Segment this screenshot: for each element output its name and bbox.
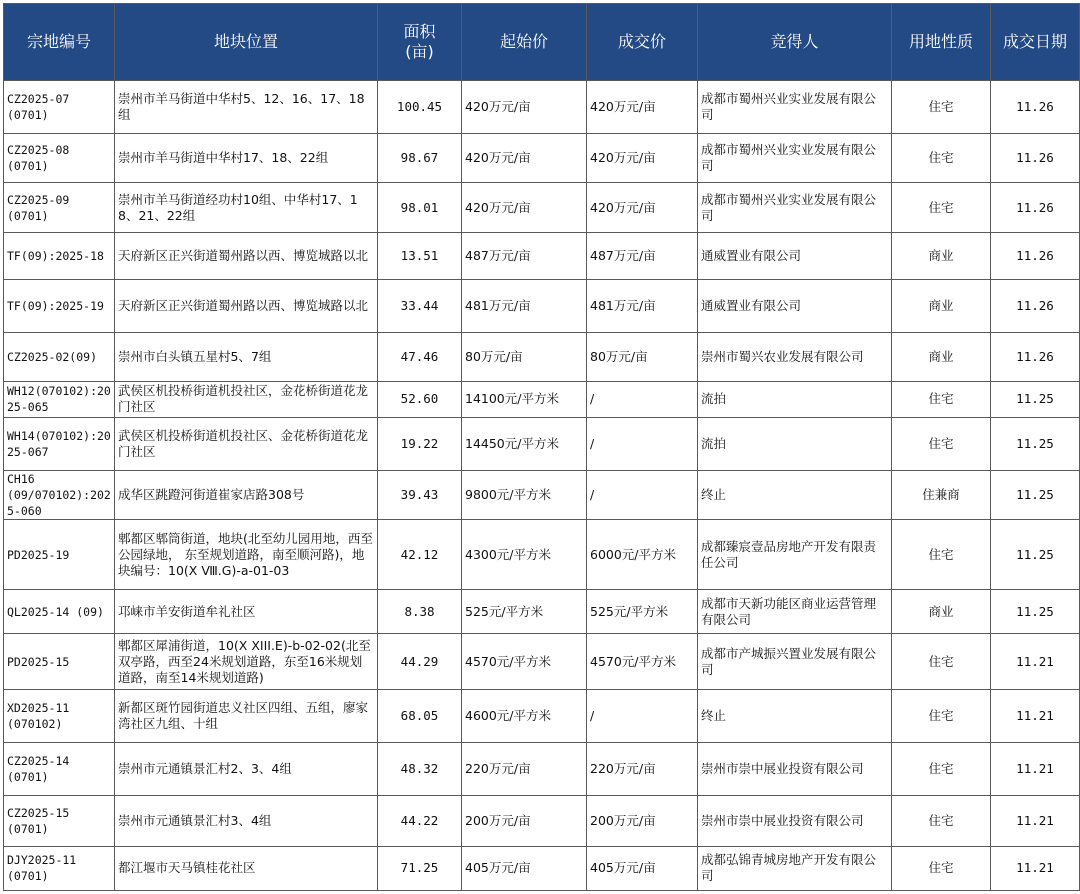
cell-location: 崇州市羊马街道中华村5、12、16、17、18组 xyxy=(115,81,378,134)
cell-start-price: 220万元/亩 xyxy=(462,742,587,795)
cell-start-price: 420万元/亩 xyxy=(462,183,587,233)
cell-start-price: 80万元/亩 xyxy=(462,332,587,381)
cell-buyer: 成都市天新功能区商业运营管理有限公司 xyxy=(698,590,892,634)
cell-deal-date: 11.21 xyxy=(991,742,1080,795)
cell-area: 47.46 xyxy=(378,332,462,381)
cell-buyer: 崇州市蜀兴农业发展有限公司 xyxy=(698,332,892,381)
cell-location: 武侯区机投桥街道机投社区、金花桥街道花龙门社区 xyxy=(115,417,378,470)
cell-buyer: 通威置业有限公司 xyxy=(698,233,892,280)
cell-deal-date: 11.25 xyxy=(991,590,1080,634)
header-deal-price: 成交价 xyxy=(587,4,698,81)
cell-deal-date: 11.26 xyxy=(991,280,1080,332)
cell-deal-price: 487万元/亩 xyxy=(587,233,698,280)
table-row xyxy=(4,381,1080,417)
cell-parcel-id: TF(09):2025-18 xyxy=(4,233,115,280)
cell-area: 71.25 xyxy=(378,846,462,890)
table-row xyxy=(4,81,1080,134)
table-row xyxy=(4,470,1080,519)
cell-start-price: 4300元/平方米 xyxy=(462,520,587,590)
cell-deal-date: 11.21 xyxy=(991,634,1080,690)
cell-area: 42.12 xyxy=(378,520,462,590)
table-row xyxy=(4,590,1080,634)
cell-start-price: 4600元/平方米 xyxy=(462,690,587,742)
cell-buyer: 崇州市崇中展业投资有限公司 xyxy=(698,742,892,795)
cell-parcel-id: CZ2025-15 (0701) xyxy=(4,795,115,846)
cell-location: 崇州市元通镇景汇村2、3、4组 xyxy=(115,742,378,795)
cell-deal-price: 525元/平方米 xyxy=(587,590,698,634)
cell-deal-date: 11.26 xyxy=(991,332,1080,381)
cell-deal-price: / xyxy=(587,690,698,742)
table-row xyxy=(4,795,1080,846)
table-row xyxy=(4,634,1080,690)
table-row xyxy=(4,332,1080,381)
cell-parcel-id: CZ2025-08 (0701) xyxy=(4,134,115,183)
cell-deal-price: 4570元/平方米 xyxy=(587,634,698,690)
cell-deal-price: 420万元/亩 xyxy=(587,134,698,183)
cell-area: 100.45 xyxy=(378,81,462,134)
cell-land-use: 住宅 xyxy=(892,381,991,417)
cell-land-use: 住宅 xyxy=(892,417,991,470)
cell-land-use: 住兼商 xyxy=(892,470,991,519)
cell-area: 68.05 xyxy=(378,690,462,742)
cell-land-use: 住宅 xyxy=(892,690,991,742)
cell-buyer: 终止 xyxy=(698,470,892,519)
table-header-row xyxy=(4,4,1080,81)
cell-deal-date: 11.26 xyxy=(991,233,1080,280)
cell-land-use: 住宅 xyxy=(892,742,991,795)
cell-location: 郫都区犀浦街道，10(X XIII.E)-b-02-02(北至双亭路，西至24米规划道路，东至16米规划道路，南至14米规划道路) xyxy=(115,634,378,690)
cell-parcel-id: QL2025-14 (09) xyxy=(4,590,115,634)
cell-start-price: 14450元/平方米 xyxy=(462,417,587,470)
cell-start-price: 487万元/亩 xyxy=(462,233,587,280)
cell-deal-date: 11.21 xyxy=(991,690,1080,742)
cell-land-use: 住宅 xyxy=(892,183,991,233)
cell-deal-price: 405万元/亩 xyxy=(587,846,698,890)
cell-start-price: 420万元/亩 xyxy=(462,81,587,134)
header-deal-date: 成交日期 xyxy=(991,4,1080,81)
cell-start-price: 14100元/平方米 xyxy=(462,381,587,417)
cell-land-use: 商业 xyxy=(892,280,991,332)
cell-deal-date: 11.21 xyxy=(991,846,1080,890)
land-transaction-table xyxy=(3,3,1080,891)
cell-location: 邛崃市羊安街道牟礼社区 xyxy=(115,590,378,634)
cell-land-use: 住宅 xyxy=(892,520,991,590)
cell-buyer: 终止 xyxy=(698,690,892,742)
cell-location: 都江堰市天马镇桂花社区 xyxy=(115,846,378,890)
cell-buyer: 成都市产城振兴置业发展有限公司 xyxy=(698,634,892,690)
cell-parcel-id: PD2025-15 xyxy=(4,634,115,690)
cell-buyer: 成都市蜀州兴业实业发展有限公司 xyxy=(698,183,892,233)
cell-parcel-id: CH16 (09/070102):2025-060 xyxy=(4,470,115,519)
cell-deal-price: 80万元/亩 xyxy=(587,332,698,381)
cell-parcel-id: WH12(070102):2025-065 xyxy=(4,381,115,417)
cell-start-price: 420万元/亩 xyxy=(462,134,587,183)
cell-deal-date: 11.25 xyxy=(991,417,1080,470)
cell-area: 13.51 xyxy=(378,233,462,280)
cell-parcel-id: TF(09):2025-19 xyxy=(4,280,115,332)
table-row xyxy=(4,742,1080,795)
cell-parcel-id: CZ2025-07 (0701) xyxy=(4,81,115,134)
cell-buyer: 成都臻宸壹品房地产开发有限责任公司 xyxy=(698,520,892,590)
table-row xyxy=(4,183,1080,233)
cell-land-use: 住宅 xyxy=(892,795,991,846)
cell-start-price: 481万元/亩 xyxy=(462,280,587,332)
table-row xyxy=(4,280,1080,332)
table-row xyxy=(4,417,1080,470)
cell-area: 19.22 xyxy=(378,417,462,470)
header-location: 地块位置 xyxy=(115,4,378,81)
cell-deal-price: 6000元/平方米 xyxy=(587,520,698,590)
cell-land-use: 商业 xyxy=(892,332,991,381)
cell-parcel-id: XD2025-11 (070102) xyxy=(4,690,115,742)
cell-area: 52.60 xyxy=(378,381,462,417)
header-buyer: 竞得人 xyxy=(698,4,892,81)
cell-deal-date: 11.25 xyxy=(991,520,1080,590)
cell-deal-price: 420万元/亩 xyxy=(587,81,698,134)
table-row xyxy=(4,233,1080,280)
cell-buyer: 流拍 xyxy=(698,417,892,470)
cell-land-use: 商业 xyxy=(892,233,991,280)
cell-area: 8.38 xyxy=(378,590,462,634)
cell-deal-price: 420万元/亩 xyxy=(587,183,698,233)
cell-deal-price: 200万元/亩 xyxy=(587,795,698,846)
cell-parcel-id: PD2025-19 xyxy=(4,520,115,590)
cell-land-use: 住宅 xyxy=(892,846,991,890)
cell-parcel-id: WH14(070102):2025-067 xyxy=(4,417,115,470)
cell-start-price: 200万元/亩 xyxy=(462,795,587,846)
cell-deal-price: 220万元/亩 xyxy=(587,742,698,795)
header-start-price: 起始价 xyxy=(462,4,587,81)
cell-start-price: 405万元/亩 xyxy=(462,846,587,890)
cell-location: 成华区跳蹬河街道崔家店路308号 xyxy=(115,470,378,519)
cell-area: 44.29 xyxy=(378,634,462,690)
cell-parcel-id: DJY2025-11 (0701) xyxy=(4,846,115,890)
cell-land-use: 商业 xyxy=(892,590,991,634)
cell-area: 98.67 xyxy=(378,134,462,183)
cell-deal-date: 11.21 xyxy=(991,795,1080,846)
cell-area: 98.01 xyxy=(378,183,462,233)
cell-parcel-id: CZ2025-02(09) xyxy=(4,332,115,381)
cell-location: 崇州市白头镇五星村5、7组 xyxy=(115,332,378,381)
cell-deal-date: 11.26 xyxy=(991,134,1080,183)
cell-land-use: 住宅 xyxy=(892,81,991,134)
cell-start-price: 4570元/平方米 xyxy=(462,634,587,690)
cell-land-use: 住宅 xyxy=(892,634,991,690)
cell-parcel-id: CZ2025-14 (0701) xyxy=(4,742,115,795)
cell-deal-date: 11.26 xyxy=(991,183,1080,233)
cell-area: 48.32 xyxy=(378,742,462,795)
cell-deal-date: 11.25 xyxy=(991,470,1080,519)
cell-area: 39.43 xyxy=(378,470,462,519)
cell-buyer: 流拍 xyxy=(698,381,892,417)
cell-location: 天府新区正兴街道蜀州路以西、博览城路以北 xyxy=(115,280,378,332)
cell-location: 新都区斑竹园街道忠义社区四组、五组，廖家湾社区九组、十组 xyxy=(115,690,378,742)
table-row xyxy=(4,846,1080,890)
cell-buyer: 成都市蜀州兴业实业发展有限公司 xyxy=(698,81,892,134)
cell-location: 郫都区郫筒街道，地块(北至幼儿园用地，西至公园绿地， 东至规划道路，南至顺河路)，地块编号：10(X Ⅷ.G)-a-01-03 xyxy=(115,520,378,590)
cell-deal-price: / xyxy=(587,381,698,417)
cell-location: 崇州市羊马街道经功村10组、中华村17、18、21、22组 xyxy=(115,183,378,233)
header-parcel-id: 宗地编号 xyxy=(4,4,115,81)
cell-start-price: 525元/平方米 xyxy=(462,590,587,634)
cell-area: 44.22 xyxy=(378,795,462,846)
cell-buyer: 崇州市崇中展业投资有限公司 xyxy=(698,795,892,846)
cell-start-price: 9800元/平方米 xyxy=(462,470,587,519)
cell-buyer: 成都弘锦青城房地产开发有限公司 xyxy=(698,846,892,890)
header-land-use: 用地性质 xyxy=(892,4,991,81)
cell-deal-price: / xyxy=(587,417,698,470)
cell-deal-date: 11.26 xyxy=(991,81,1080,134)
table-row xyxy=(4,134,1080,183)
cell-buyer: 成都市蜀州兴业实业发展有限公司 xyxy=(698,134,892,183)
cell-deal-price: / xyxy=(587,470,698,519)
cell-parcel-id: CZ2025-09 (0701) xyxy=(4,183,115,233)
table-row xyxy=(4,690,1080,742)
cell-location: 崇州市羊马街道中华村17、18、22组 xyxy=(115,134,378,183)
cell-area: 33.44 xyxy=(378,280,462,332)
table-body xyxy=(4,81,1080,891)
cell-deal-price: 481万元/亩 xyxy=(587,280,698,332)
header-area: 面积 (亩) xyxy=(378,4,462,81)
cell-deal-date: 11.25 xyxy=(991,381,1080,417)
cell-location: 天府新区正兴街道蜀州路以西、博览城路以北 xyxy=(115,233,378,280)
cell-buyer: 通威置业有限公司 xyxy=(698,280,892,332)
cell-location: 崇州市元通镇景汇村3、4组 xyxy=(115,795,378,846)
table-row xyxy=(4,520,1080,590)
cell-location: 武侯区机投桥街道机投社区，金花桥街道花龙门社区 xyxy=(115,381,378,417)
cell-land-use: 住宅 xyxy=(892,134,991,183)
